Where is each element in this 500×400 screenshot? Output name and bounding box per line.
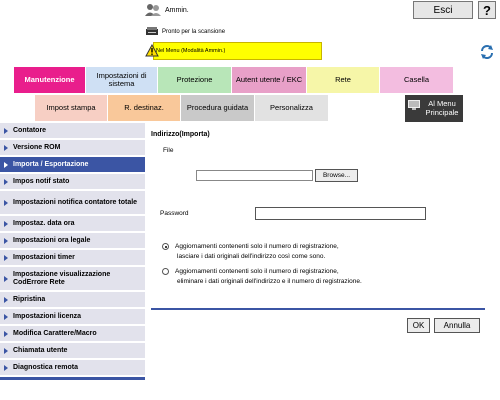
sidebar-item-ora-legale[interactable] (0, 233, 145, 250)
option-keep-original[interactable] (162, 242, 339, 262)
arrow-right-icon (4, 145, 8, 151)
sidebar-item-diagnostica-remota[interactable] (0, 360, 145, 377)
arrow-right-icon (4, 128, 8, 134)
main-menu-label-1: Al Menu (428, 99, 456, 108)
arrow-right-icon (4, 162, 8, 168)
sidebar-item-impostazioni-timer[interactable] (0, 250, 145, 267)
option-keep-original-text (175, 242, 339, 262)
ok-button[interactable]: OK (407, 318, 430, 333)
option-text-line: lasciare i dati originali dell'indirizzo così come sono. (177, 253, 326, 260)
arrow-right-icon (4, 331, 8, 337)
tab-manutenzione[interactable]: Manutenzione (14, 67, 86, 93)
radio-delete-original[interactable] (162, 268, 169, 275)
sidebar-item-chiamata-utente[interactable] (0, 343, 145, 360)
arrow-right-icon (4, 238, 8, 244)
sidebar-item-label: Impostazioni notifica contatore totale (13, 198, 138, 206)
option-text-line: eliminare i dati originali dell'indirizzo e il numero di registrazione. (177, 278, 362, 285)
sidebar-item-label: Contatore (13, 126, 47, 134)
tab-impost-stampa[interactable]: Impost stampa (35, 95, 108, 121)
tab-autent-utente-ekc[interactable]: Autent utente / EKC (232, 67, 307, 93)
arrow-right-icon (4, 314, 8, 320)
content-divider (151, 308, 485, 310)
arrow-right-icon (4, 276, 8, 282)
tab-rete[interactable]: Rete (307, 67, 380, 93)
sidebar-item-label: Impostazioni ora legale (13, 236, 91, 244)
sidebar-item-ripristina[interactable] (0, 292, 145, 309)
tab-protezione[interactable]: Protezione (158, 67, 232, 93)
admin-label: Ammin. (165, 6, 189, 14)
admin-indicator (145, 2, 189, 18)
main-menu-label-2: Principale (425, 108, 459, 117)
scanner-status-text: Pronto per la scansione (162, 29, 226, 35)
arrow-right-icon (4, 297, 8, 303)
tab-personalizza[interactable]: Personalizza (255, 95, 329, 121)
arrow-right-icon (4, 365, 8, 371)
tab-casella[interactable]: Casella (380, 67, 454, 93)
sidebar-item-notifica-contatore-totale[interactable] (0, 191, 145, 216)
sidebar-item-contatore[interactable] (0, 123, 145, 140)
sidebar-item-coderrore-rete[interactable] (0, 267, 145, 292)
arrow-right-icon (4, 200, 8, 206)
sidebar-item-versione-rom[interactable] (0, 140, 145, 157)
sidebar-item-label: Impos notif stato (13, 177, 70, 185)
sidebar-item-impos-notif-stato[interactable] (0, 174, 145, 191)
refresh-icon[interactable] (479, 44, 495, 60)
option-delete-original-text (175, 267, 362, 287)
tab-impostazioni-di-sistema[interactable]: Impostazioni di sistema (86, 67, 158, 93)
sidebar-item-importa-esportazione[interactable] (0, 157, 145, 174)
arrow-right-icon (4, 255, 8, 261)
sidebar-menu (0, 123, 145, 377)
cancel-button[interactable]: Annulla (434, 318, 480, 333)
main-menu-icon (408, 100, 420, 113)
option-text-line: Aggiornamenti contenenti solo il numero di registrazione, (175, 243, 339, 250)
page-title: Indirizzo(Importa) (151, 131, 210, 138)
sidebar-item-modifica-carattere-macro[interactable] (0, 326, 145, 343)
file-label: File (163, 147, 174, 154)
sidebar-item-label: Impostaz. data ora (13, 219, 75, 227)
scanner-icon (145, 26, 159, 39)
sidebar-item-label: Diagnostica remota (13, 363, 78, 371)
sidebar-item-label: Importa / Esportazione (13, 160, 89, 168)
mode-status (145, 42, 322, 60)
logout-button[interactable]: Esci (413, 1, 473, 19)
browse-button[interactable]: Browse... (315, 169, 358, 182)
option-delete-original[interactable] (162, 267, 362, 287)
password-input[interactable] (255, 207, 426, 220)
sidebar-item-impostazioni-licenza[interactable] (0, 309, 145, 326)
sidebar-item-label: Impostazione visualizzazione CodErrore Rete (13, 270, 111, 286)
sidebar-item-label: Impostazioni timer (13, 253, 75, 261)
sidebar-item-label: Ripristina (13, 295, 46, 303)
sidebar-bottom-divider (0, 377, 145, 380)
tab-procedura-guidata[interactable]: Procedura guidata (181, 95, 255, 121)
tab-r-destinaz[interactable]: R. destinaz. (108, 95, 181, 121)
password-label: Password (160, 210, 189, 217)
arrow-right-icon (4, 179, 8, 185)
main-menu-button[interactable] (405, 95, 463, 122)
sidebar-item-impostaz-data-ora[interactable] (0, 216, 145, 233)
mode-status-text: Nel Menu (Modalità Ammin.) (156, 48, 226, 54)
option-text-line: Aggiornamenti contenenti solo il numero di registrazione, (175, 268, 339, 275)
radio-keep-original[interactable] (162, 243, 169, 250)
file-path-input[interactable] (196, 170, 313, 181)
admin-user-icon (145, 3, 161, 17)
sidebar-item-label: Impostazioni licenza (13, 312, 82, 320)
sidebar-item-label: Versione ROM (13, 143, 61, 151)
arrow-right-icon (4, 221, 8, 227)
sidebar-item-label: Chiamata utente (13, 346, 68, 354)
scanner-status (145, 25, 225, 39)
sidebar-item-label: Modifica Carattere/Macro (13, 329, 97, 337)
arrow-right-icon (4, 348, 8, 354)
help-button[interactable]: ? (478, 1, 496, 19)
